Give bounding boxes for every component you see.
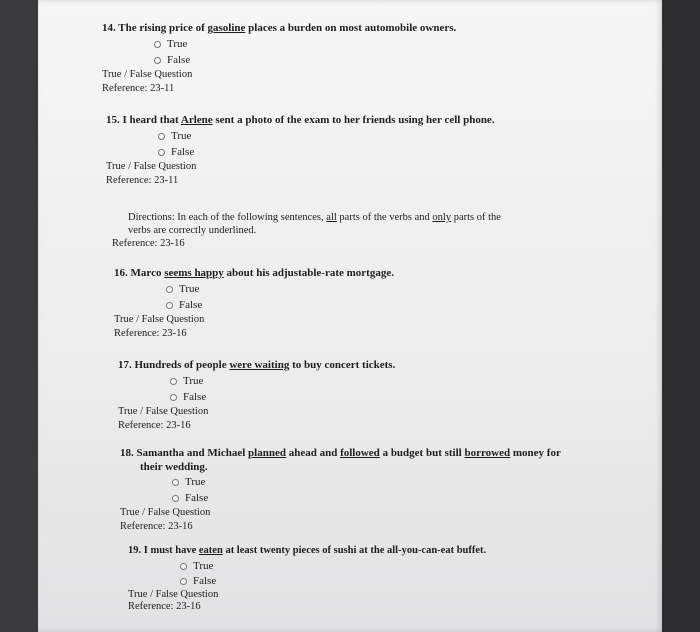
option-true[interactable]: True: [158, 128, 495, 144]
radio-button-icon[interactable]: [154, 57, 161, 64]
question-type: True / False Question: [118, 406, 209, 417]
directions-reference: Reference: 23-16: [112, 238, 185, 249]
question-16: [114, 265, 394, 341]
question-text: 18. Samantha and Michael planned ahead and followed a budget but still borrowed money for: [120, 447, 561, 459]
radio-button-icon[interactable]: [158, 133, 165, 140]
question-reference: Reference: 23-11: [106, 175, 179, 186]
question-15: [106, 112, 495, 188]
question-text: 19. I must have eaten at least twenty pieces of sushi at the all-you-can-eat buffet.: [128, 545, 487, 556]
option-true[interactable]: True: [154, 36, 456, 52]
option-false[interactable]: False: [154, 52, 456, 68]
option-false[interactable]: False: [180, 574, 486, 589]
radio-button-icon[interactable]: [158, 149, 165, 156]
question-type: True / False Question: [120, 507, 211, 518]
radio-button-icon[interactable]: [154, 41, 161, 48]
question-19: [128, 543, 486, 613]
option-true[interactable]: True: [166, 281, 394, 297]
question-type: True / False Question: [102, 69, 193, 80]
question-18: [120, 445, 561, 534]
question-reference: Reference: 23-16: [118, 420, 191, 431]
option-false[interactable]: False: [170, 389, 395, 405]
question-text: 15. I heard that Arlene sent a photo of the exam to her friends using her cell phone.: [106, 114, 495, 126]
question-reference: Reference: 23-16: [120, 521, 193, 532]
radio-button-icon[interactable]: [170, 394, 177, 401]
option-false[interactable]: False: [158, 144, 495, 160]
question-14: [102, 20, 456, 96]
directions: [112, 211, 501, 251]
option-true[interactable]: True: [172, 474, 561, 490]
background-left: [0, 0, 38, 632]
radio-button-icon[interactable]: [172, 479, 179, 486]
radio-button-icon[interactable]: [166, 302, 173, 309]
question-text: 14. The rising price of gasoline places a burden on most automobile owners.: [102, 22, 457, 34]
background-right: [662, 0, 700, 632]
radio-button-icon[interactable]: [180, 578, 187, 585]
worksheet-page: [38, 0, 662, 632]
radio-button-icon[interactable]: [166, 286, 173, 293]
option-false[interactable]: False: [166, 297, 394, 313]
question-type: True / False Question: [128, 589, 219, 600]
radio-button-icon[interactable]: [180, 563, 187, 570]
radio-button-icon[interactable]: [172, 495, 179, 502]
directions-text: Directions: In each of the following sentences, all parts of the verbs and only parts of the: [128, 212, 501, 223]
question-reference: Reference: 23-11: [102, 83, 175, 94]
radio-button-icon[interactable]: [170, 378, 177, 385]
question-type: True / False Question: [114, 314, 205, 325]
option-true[interactable]: True: [180, 559, 486, 574]
question-text: 16. Marco seems happy about his adjustable-rate mortgage.: [114, 267, 394, 279]
question-text: 17. Hundreds of people were waiting to buy concert tickets.: [118, 359, 396, 371]
question-17: [118, 357, 395, 433]
option-false[interactable]: False: [172, 490, 561, 506]
question-text-line2: their wedding.: [140, 461, 208, 473]
directions-text-line2: verbs are correctly underlined.: [128, 225, 257, 236]
option-true[interactable]: True: [170, 373, 395, 389]
question-type: True / False Question: [106, 161, 197, 172]
question-reference: Reference: 23-16: [114, 328, 187, 339]
question-reference: Reference: 23-16: [128, 601, 201, 612]
